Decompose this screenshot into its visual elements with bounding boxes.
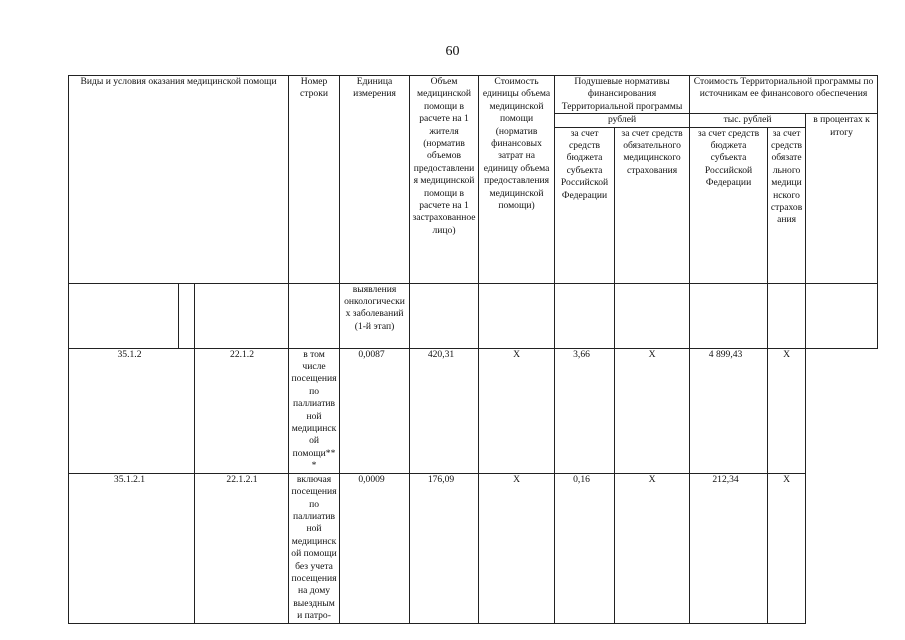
- row-prog-pct: Х: [768, 348, 806, 473]
- row-prog-pct: [806, 283, 878, 348]
- header-program-oms: за счет средств обязательного медицинского страхования: [768, 127, 806, 283]
- row-prog-oms: 212,34: [690, 473, 768, 623]
- row-pc-budget: Х: [479, 348, 555, 473]
- row-cost: 420,31: [410, 348, 479, 473]
- row-prog-oms: 4 899,43: [690, 348, 768, 473]
- row-unit: включая посещения по паллиативной медицинской помощи без учета посещения на дому выездными патро-: [289, 473, 340, 623]
- row-pc-budget: [555, 283, 615, 348]
- table-row: [69, 283, 878, 348]
- header-type-conditions: Виды и условия оказания медицинской помощи: [69, 76, 289, 284]
- row-prog-budget: [690, 283, 768, 348]
- header-program-percent: в процентах к итогу: [806, 114, 878, 283]
- header-per-capita-oms: за счет средств обязательного медицинского страхования: [615, 127, 690, 283]
- row-cost: [479, 283, 555, 348]
- header-program-budget: за счет средств бюджета субъекта Российской Федерации: [690, 127, 768, 283]
- header-per-capita-budget: за счет средств бюджета субъекта Российской Федерации: [555, 127, 615, 283]
- row-spacer: [195, 283, 289, 348]
- row-line-number: [289, 283, 340, 348]
- header-program-cost: Стоимость Территориальной программы по источникам ее финансового обеспечения: [690, 76, 878, 114]
- row-unit: выявления онкологических заболеваний (1-й этап): [340, 283, 410, 348]
- header-per-capita: Подушевые нормативы финансирования Территориальной программы: [555, 76, 690, 114]
- table-row: [69, 473, 878, 623]
- financing-table: [68, 75, 878, 624]
- page-number: 60: [445, 44, 460, 59]
- row-prog-budget: Х: [615, 473, 690, 623]
- row-line-number: 22.1.2: [195, 348, 289, 473]
- row-volume: 0,0009: [340, 473, 410, 623]
- row-spacer: [179, 283, 195, 348]
- row-cost: 176,09: [410, 473, 479, 623]
- row-unit: в том числе посещения по паллиативной медицинской помощи***: [289, 348, 340, 473]
- row-code: 35.1.2.1: [69, 473, 195, 623]
- header-cost-unit: Стоимость единицы объема медицинской помощи (норматив финансовых затрат на единицу объема предоставления медицинской помощи): [479, 76, 555, 284]
- row-pc-oms: [615, 283, 690, 348]
- row-prog-budget: Х: [615, 348, 690, 473]
- header-per-capita-units: рублей: [555, 114, 690, 127]
- row-prog-oms: [768, 283, 806, 348]
- header-row-number: Номер строки: [289, 76, 340, 284]
- row-volume: [410, 283, 479, 348]
- row-pc-budget: Х: [479, 473, 555, 623]
- row-prog-pct: Х: [768, 473, 806, 623]
- row-volume: 0,0087: [340, 348, 410, 473]
- header-program-cost-units: тыс. рублей: [690, 114, 806, 127]
- row-code: [69, 283, 179, 348]
- table-row: [69, 348, 878, 473]
- row-pc-oms: 0,16: [555, 473, 615, 623]
- row-line-number: 22.1.2.1: [195, 473, 289, 623]
- header-volume: Объем медицинской помощи в расчете на 1 жителя (норматив объемов предоставления медицинской помощи в расчете на 1 застрахованное лицо): [410, 76, 479, 284]
- row-pc-oms: 3,66: [555, 348, 615, 473]
- row-code: 35.1.2: [69, 348, 195, 473]
- header-unit: Единица измерения: [340, 76, 410, 284]
